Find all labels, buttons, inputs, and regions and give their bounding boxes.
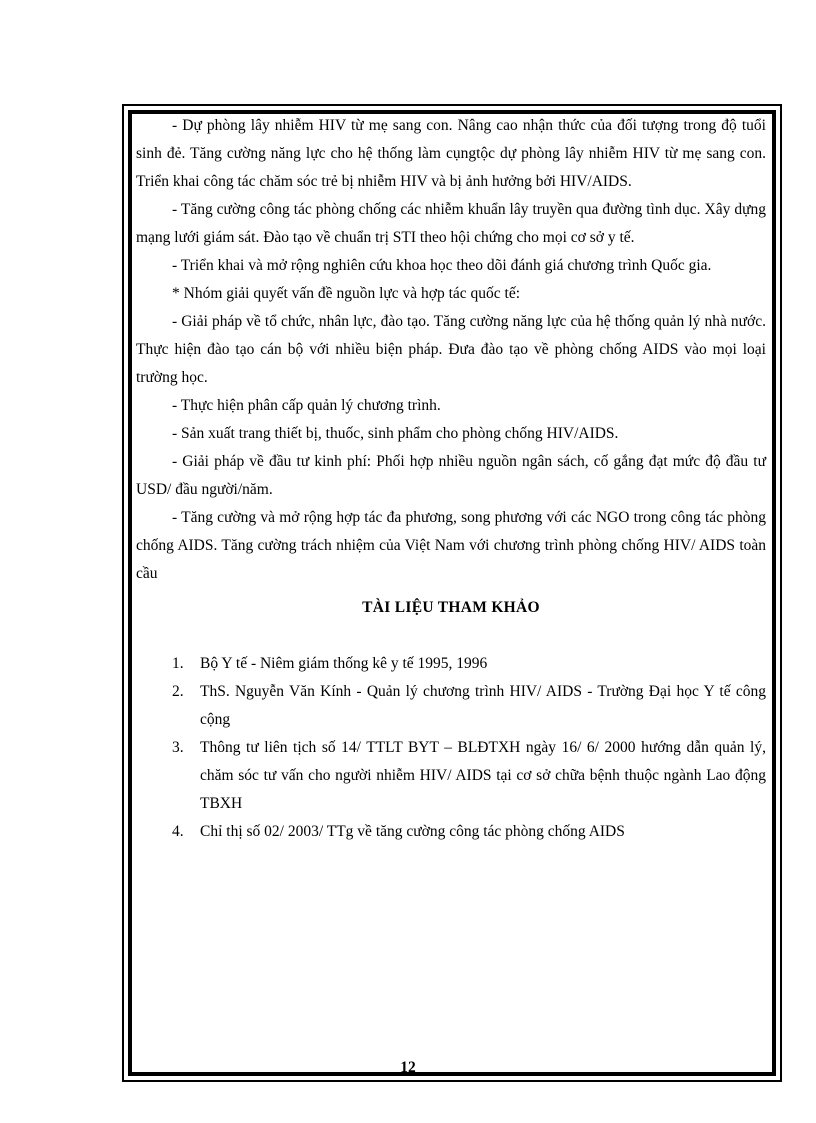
reference-text: Chỉ thị số 02/ 2003/ TTg về tăng cường công tác phòng chống AIDS bbox=[200, 823, 625, 840]
paragraph-cooperation: - Tăng cường và mở rộng hợp tác đa phương, song phương với các NGO trong công tác phòng chống AIDS. Tăng cường trách nhiệm của Việt Nam với chương trình phòng chống HIV/ AIDS toàn cầu bbox=[136, 509, 766, 582]
paragraph-decentralization: - Thực hiện phân cấp quản lý chương trình. bbox=[172, 397, 441, 414]
reference-text: ThS. Nguyễn Văn Kính - Quản lý chương trình HIV/ AIDS - Trường Đại học Y tế công cộng bbox=[200, 683, 766, 728]
references-heading: TÀI LIỆU THAM KHẢO bbox=[362, 599, 540, 616]
paragraph-mother-to-child: - Dự phòng lây nhiễm HIV từ mẹ sang con. Nâng cao nhận thức của đối tượng trong độ tuổi sinh đẻ. Tăng cường năng lực cho hệ thống làm cụngtộc dự phòng lây nhiễm HIV từ mẹ sang con. Triển khai công tác chăm sóc trẻ bị nhiễm HIV và bị ảnh hưởng bởi HIV/AIDS. bbox=[136, 117, 766, 190]
reference-number: 3. bbox=[172, 739, 184, 756]
reference-text: Thông tư liên tịch số 14/ TTLT BYT – BLĐTXH ngày 16/ 6/ 2000 hướng dẫn quản lý, chăm sóc tư vấn cho người nhiễm HIV/ AIDS tại cơ sở chữa bệnh thuộc ngành Lao động TBXH bbox=[200, 739, 766, 812]
document-body bbox=[136, 112, 766, 846]
paragraph-sti-control: - Tăng cường công tác phòng chống các nhiễm khuẩn lây truyền qua đường tình dục. Xây dựng mạng lưới giám sát. Đào tạo về chuẩn trị STI theo hội chứng cho mọi cơ sở y tế. bbox=[136, 201, 766, 246]
reference-number: 1. bbox=[172, 655, 184, 672]
reference-number: 4. bbox=[172, 823, 184, 840]
paragraph-investment: - Giải pháp về đầu tư kinh phí: Phối hợp nhiều nguồn ngân sách, cố gắng đạt mức độ đầu tư USD/ đầu người/năm. bbox=[136, 453, 766, 498]
paragraph-research: - Triển khai và mở rộng nghiên cứu khoa học theo dõi đánh giá chương trình Quốc gia. bbox=[172, 257, 712, 274]
reference-item bbox=[136, 650, 766, 678]
reference-text: Bộ Y tế - Niêm giám thống kê y tế 1995, 1996 bbox=[200, 655, 488, 672]
paragraph-production: - Sản xuất trang thiết bị, thuốc, sinh phẩm cho phòng chống HIV/AIDS. bbox=[172, 425, 619, 442]
references-list bbox=[136, 650, 766, 846]
page-number: 12 bbox=[400, 1059, 416, 1076]
paragraph-resource-group: * Nhóm giải quyết vấn đề nguồn lực và hợp tác quốc tế: bbox=[172, 285, 521, 302]
reference-item bbox=[136, 678, 766, 734]
reference-number: 2. bbox=[172, 683, 184, 700]
reference-item bbox=[136, 734, 766, 818]
paragraph-organization: - Giải pháp về tổ chức, nhân lực, đào tạo. Tăng cường năng lực của hệ thống quản lý nhà nước. Thực hiện đào tạo cán bộ với nhiều biện pháp. Đưa đào tạo về phòng chống AIDS vào mọi loại trường học. bbox=[136, 313, 766, 386]
reference-item bbox=[136, 818, 766, 846]
